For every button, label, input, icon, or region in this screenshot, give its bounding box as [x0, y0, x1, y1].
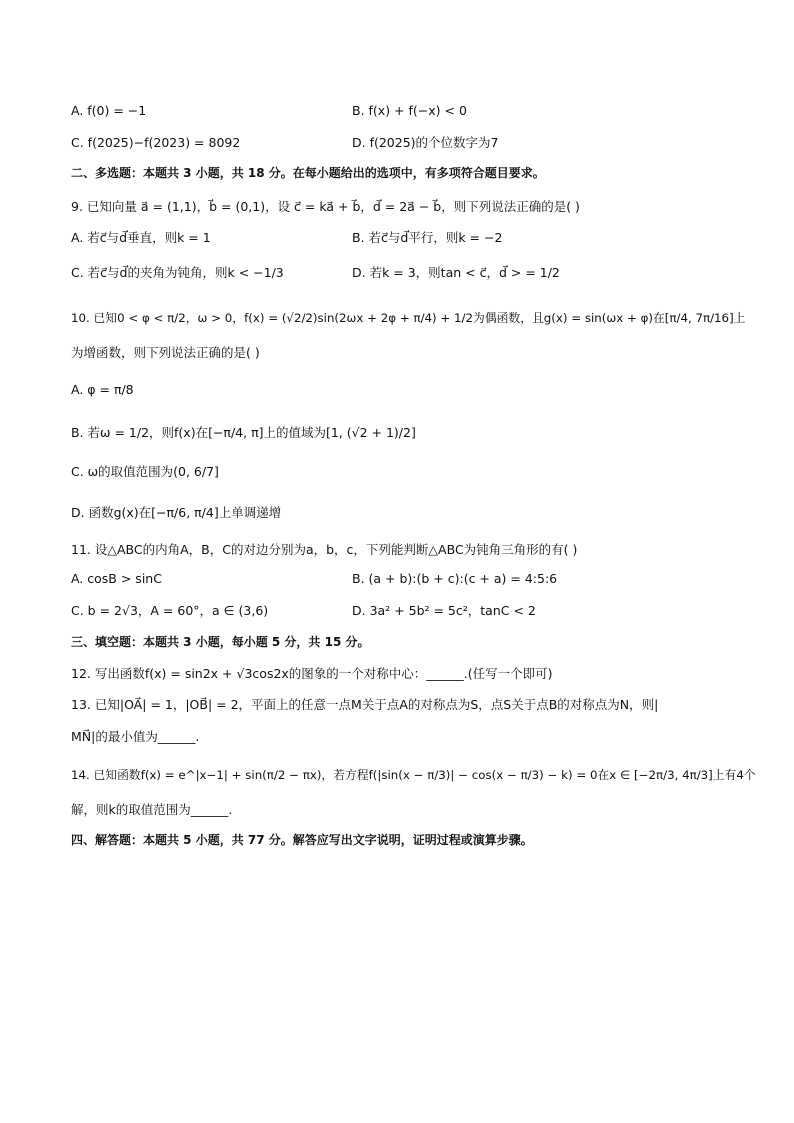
q8-option-c: C. f(2025)−f(2023) = 8092 — [71, 135, 241, 150]
q14-stem-line2: 解，则k的取值范围为______. — [71, 802, 233, 817]
q11-option-c: C. b = 2√3，A = 60°，a ∈ (3,6) — [71, 603, 269, 618]
q12-stem: 12. 写出函数f(x) = sin2x + √3cos2x的图象的一个对称中心：______.(任写一个即可) — [71, 666, 553, 681]
q11-stem: 11. 设△ABC的内角A，B，C的对边分别为a，b，c，下列能判断△ABC为钝角三角形的有( ) — [71, 542, 578, 557]
q9-option-b: B. 若c⃗与d⃗平行，则k = −2 — [352, 230, 503, 245]
q10-option-a: A. φ = π/8 — [71, 382, 134, 397]
q14-stem-line1: 14. 已知函数f(x) = e^|x−1| + sin(π/2 − πx)，若方程f(|sin(x − π/3)| − cos(x − π/3) − k) = 0在x ∈ [−2π/3, 4π/3]上有4个 — [71, 768, 756, 782]
q8-option-b: B. f(x) + f(−x) < 0 — [352, 103, 467, 118]
section-2-heading: 二、多选题：本题共 3 小题，共 18 分。在每小题给出的选项中，有多项符合题目要求。 — [71, 166, 545, 180]
q13-stem-line1: 13. 已知|OA⃗| = 1，|OB⃗| = 2，平面上的任意一点M关于点A的对称点为S，点S关于点B的对称点为N，则| — [71, 697, 659, 712]
q11-option-d: D. 3a² + 5b² = 5c²，tanC < 2 — [352, 603, 536, 618]
q11-option-b: B. (a + b):(b + c):(c + a) = 4:5:6 — [352, 571, 558, 586]
q10-option-d: D. 函数g(x)在[−π/6, π/4]上单调递增 — [71, 505, 282, 520]
q10-stem-line2: 为增函数，则下列说法正确的是( ) — [71, 345, 260, 360]
q9-option-d: D. 若k = 3，则tan < c⃗，d⃗ > = 1/2 — [352, 265, 560, 280]
q8-option-d: D. f(2025)的个位数字为7 — [352, 135, 499, 150]
q11-option-a: A. cosB > sinC — [71, 571, 162, 586]
q10-stem-line1: 10. 已知0 < φ < π/2，ω > 0，f(x) = (√2/2)sin(2ωx + 2φ + π/4) + 1/2为偶函数，且g(x) = sin(ωx + φ)在[π/4, 7π/16]上 — [71, 311, 746, 325]
section-4-heading: 四、解答题：本题共 5 小题，共 77 分。解答应写出文字说明，证明过程或演算步骤。 — [71, 833, 533, 847]
q8-option-a: A. f(0) = −1 — [71, 103, 147, 118]
q9-option-a: A. 若c⃗与d⃗垂直，则k = 1 — [71, 230, 211, 245]
q10-option-c: C. ω的取值范围为(0, 6/7] — [71, 464, 219, 479]
q9-option-c: C. 若c⃗与d⃗的夹角为钝角，则k < −1/3 — [71, 265, 284, 280]
q9-stem: 9. 已知向量 a⃗ = (1,1)，b⃗ = (0,1)，设 c⃗ = ka⃗ + b⃗，d⃗ = 2a⃗ − b⃗，则下列说法正确的是( ) — [71, 199, 580, 214]
q13-stem-line2: MN⃗|的最小值为______. — [71, 729, 200, 744]
q10-option-b: B. 若ω = 1/2，则f(x)在[−π/4, π]上的值域为[1, (√2 + 1)/2] — [71, 425, 416, 440]
section-3-heading: 三、填空题：本题共 3 小题，每小题 5 分，共 15 分。 — [71, 635, 370, 649]
